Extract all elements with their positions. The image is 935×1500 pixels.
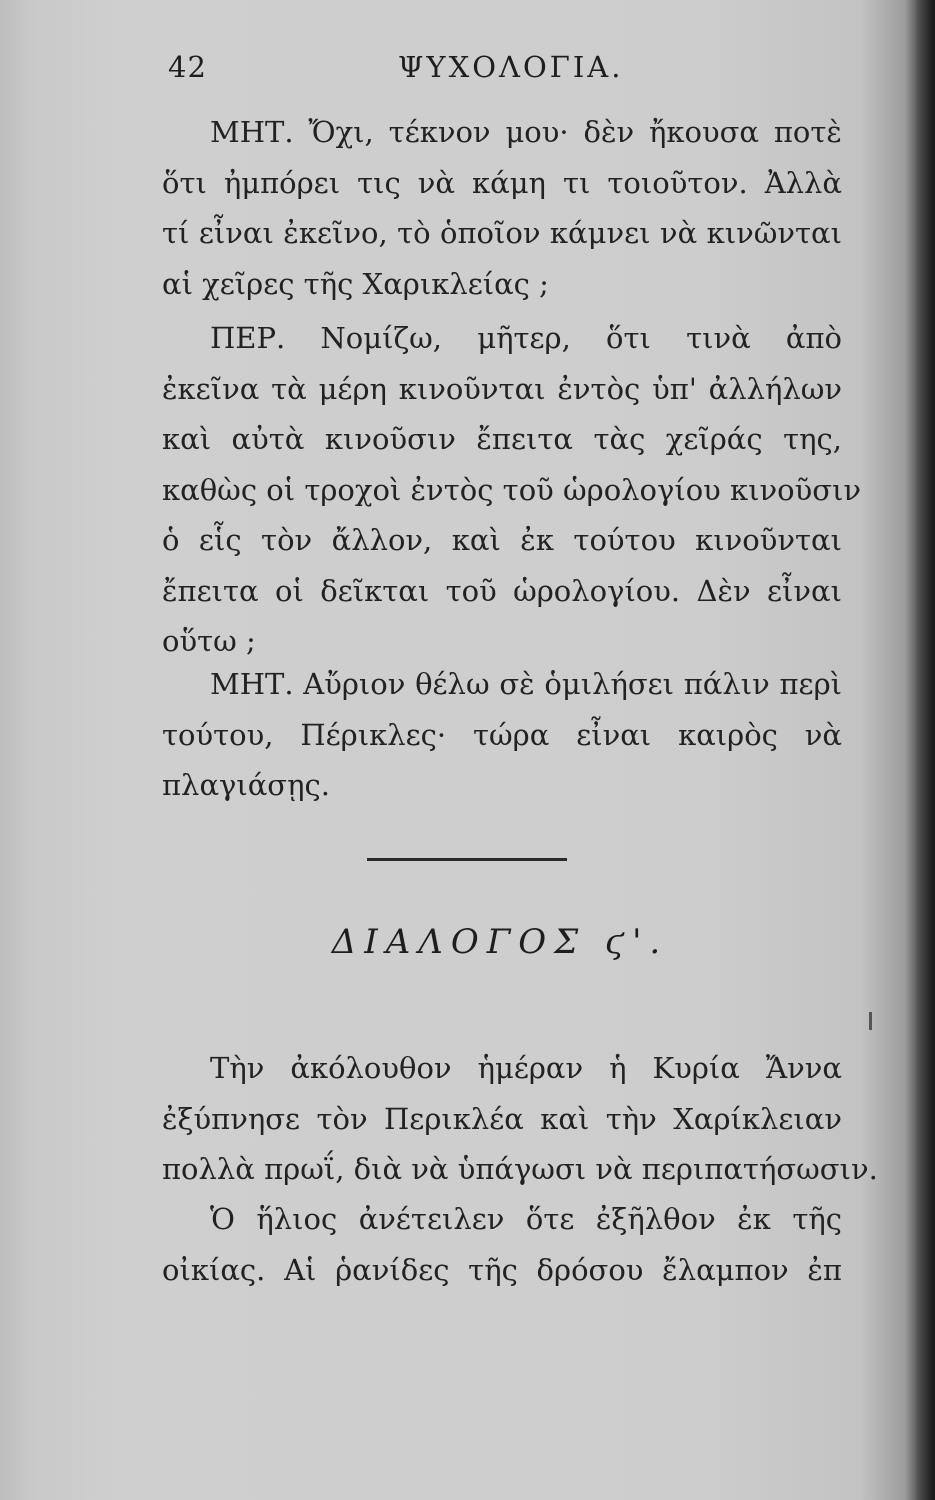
text-line: τούτου, Πέρικλες· τώρα εἶναι καιρὸς νὰ: [162, 717, 842, 752]
paragraph-pericles-reply: [162, 313, 862, 667]
page-number: 42: [168, 50, 207, 84]
text-line: ἐξύπνησε τὸν Περικλέα καὶ τὴν Χαρίκλειαν: [162, 1101, 842, 1136]
text-line: αἱ χεῖρες τῆς Χαρικλείας ;: [162, 266, 549, 301]
paragraph-mother-closing: [162, 659, 842, 811]
margin-mark: [869, 1012, 872, 1030]
text-line: πλαγιάσῃς.: [162, 768, 330, 802]
running-title: ΨΥΧΟΛΟΓΙΑ.: [398, 50, 624, 84]
text-line: ΜΗΤ. Ὄχι, τέκνον μου· δὲν ἤκουσα ποτὲ: [210, 115, 842, 149]
text-line: ΠΕΡ. Νομίζω, μῆτερ, ὅτι τινὰ ἀπὸ: [210, 321, 842, 355]
text-line: καὶ αὐτὰ κινοῦσιν ἔπειτα τὰς χεῖράς της,: [162, 422, 842, 456]
text-line: οὕτω ;: [162, 624, 256, 658]
text-line: τί εἶναι ἐκεῖνο, τὸ ὁποῖον κάμνει νὰ κινῶνται: [162, 216, 842, 250]
dialogue-heading: ΔΙΑΛΟΓΟΣ ϛ'.: [331, 922, 669, 962]
text-line: Τὴν ἀκόλουθον ἡμέραν ἡ Κυρία Ἄννα: [210, 1051, 842, 1085]
text-line: ὁ εἷς τὸν ἄλλον, καὶ ἐκ τούτου κινοῦνται: [162, 523, 842, 557]
running-header: [168, 50, 828, 92]
text-line: ΜΗΤ. Αὔριον θέλω σὲ ὁμιλήσει πάλιν περὶ: [210, 667, 842, 701]
paragraph-mother-reply: [162, 107, 842, 309]
text-line: Ὁ ἥλιος ἀνέτειλεν ὅτε ἐξῆλθον ἐκ τῆς: [210, 1202, 842, 1236]
paragraph-sunrise: [162, 1194, 842, 1295]
paragraph-morning-walk: [162, 1043, 878, 1195]
text-line: ὅτι ἠμπόρει τις νὰ κάμη τι τοιοῦτον. Ἀλλὰ: [162, 165, 842, 200]
section-divider-rule: [367, 858, 567, 861]
text-line: ἐκεῖνα τὰ μέρη κινοῦνται ἐντὸς ὑπ' ἀλλήλων: [162, 371, 842, 406]
text-line: ἔπειτα οἱ δεῖκται τοῦ ὡρολογίου. Δὲν εἶναι: [162, 573, 842, 608]
gutter-shadow: [915, 0, 935, 1500]
text-line: καθὼς οἱ τροχοὶ ἐντὸς τοῦ ὡρολογίου κινοῦσιν: [162, 472, 862, 507]
text-line: πολλὰ πρωΐ, διὰ νὰ ὑπάγωσι νὰ περιπατήσωσιν.: [162, 1152, 878, 1186]
text-line: οἰκίας. Αἱ ῥανίδες τῆς δρόσου ἔλαμπον ἐπ: [162, 1252, 842, 1287]
